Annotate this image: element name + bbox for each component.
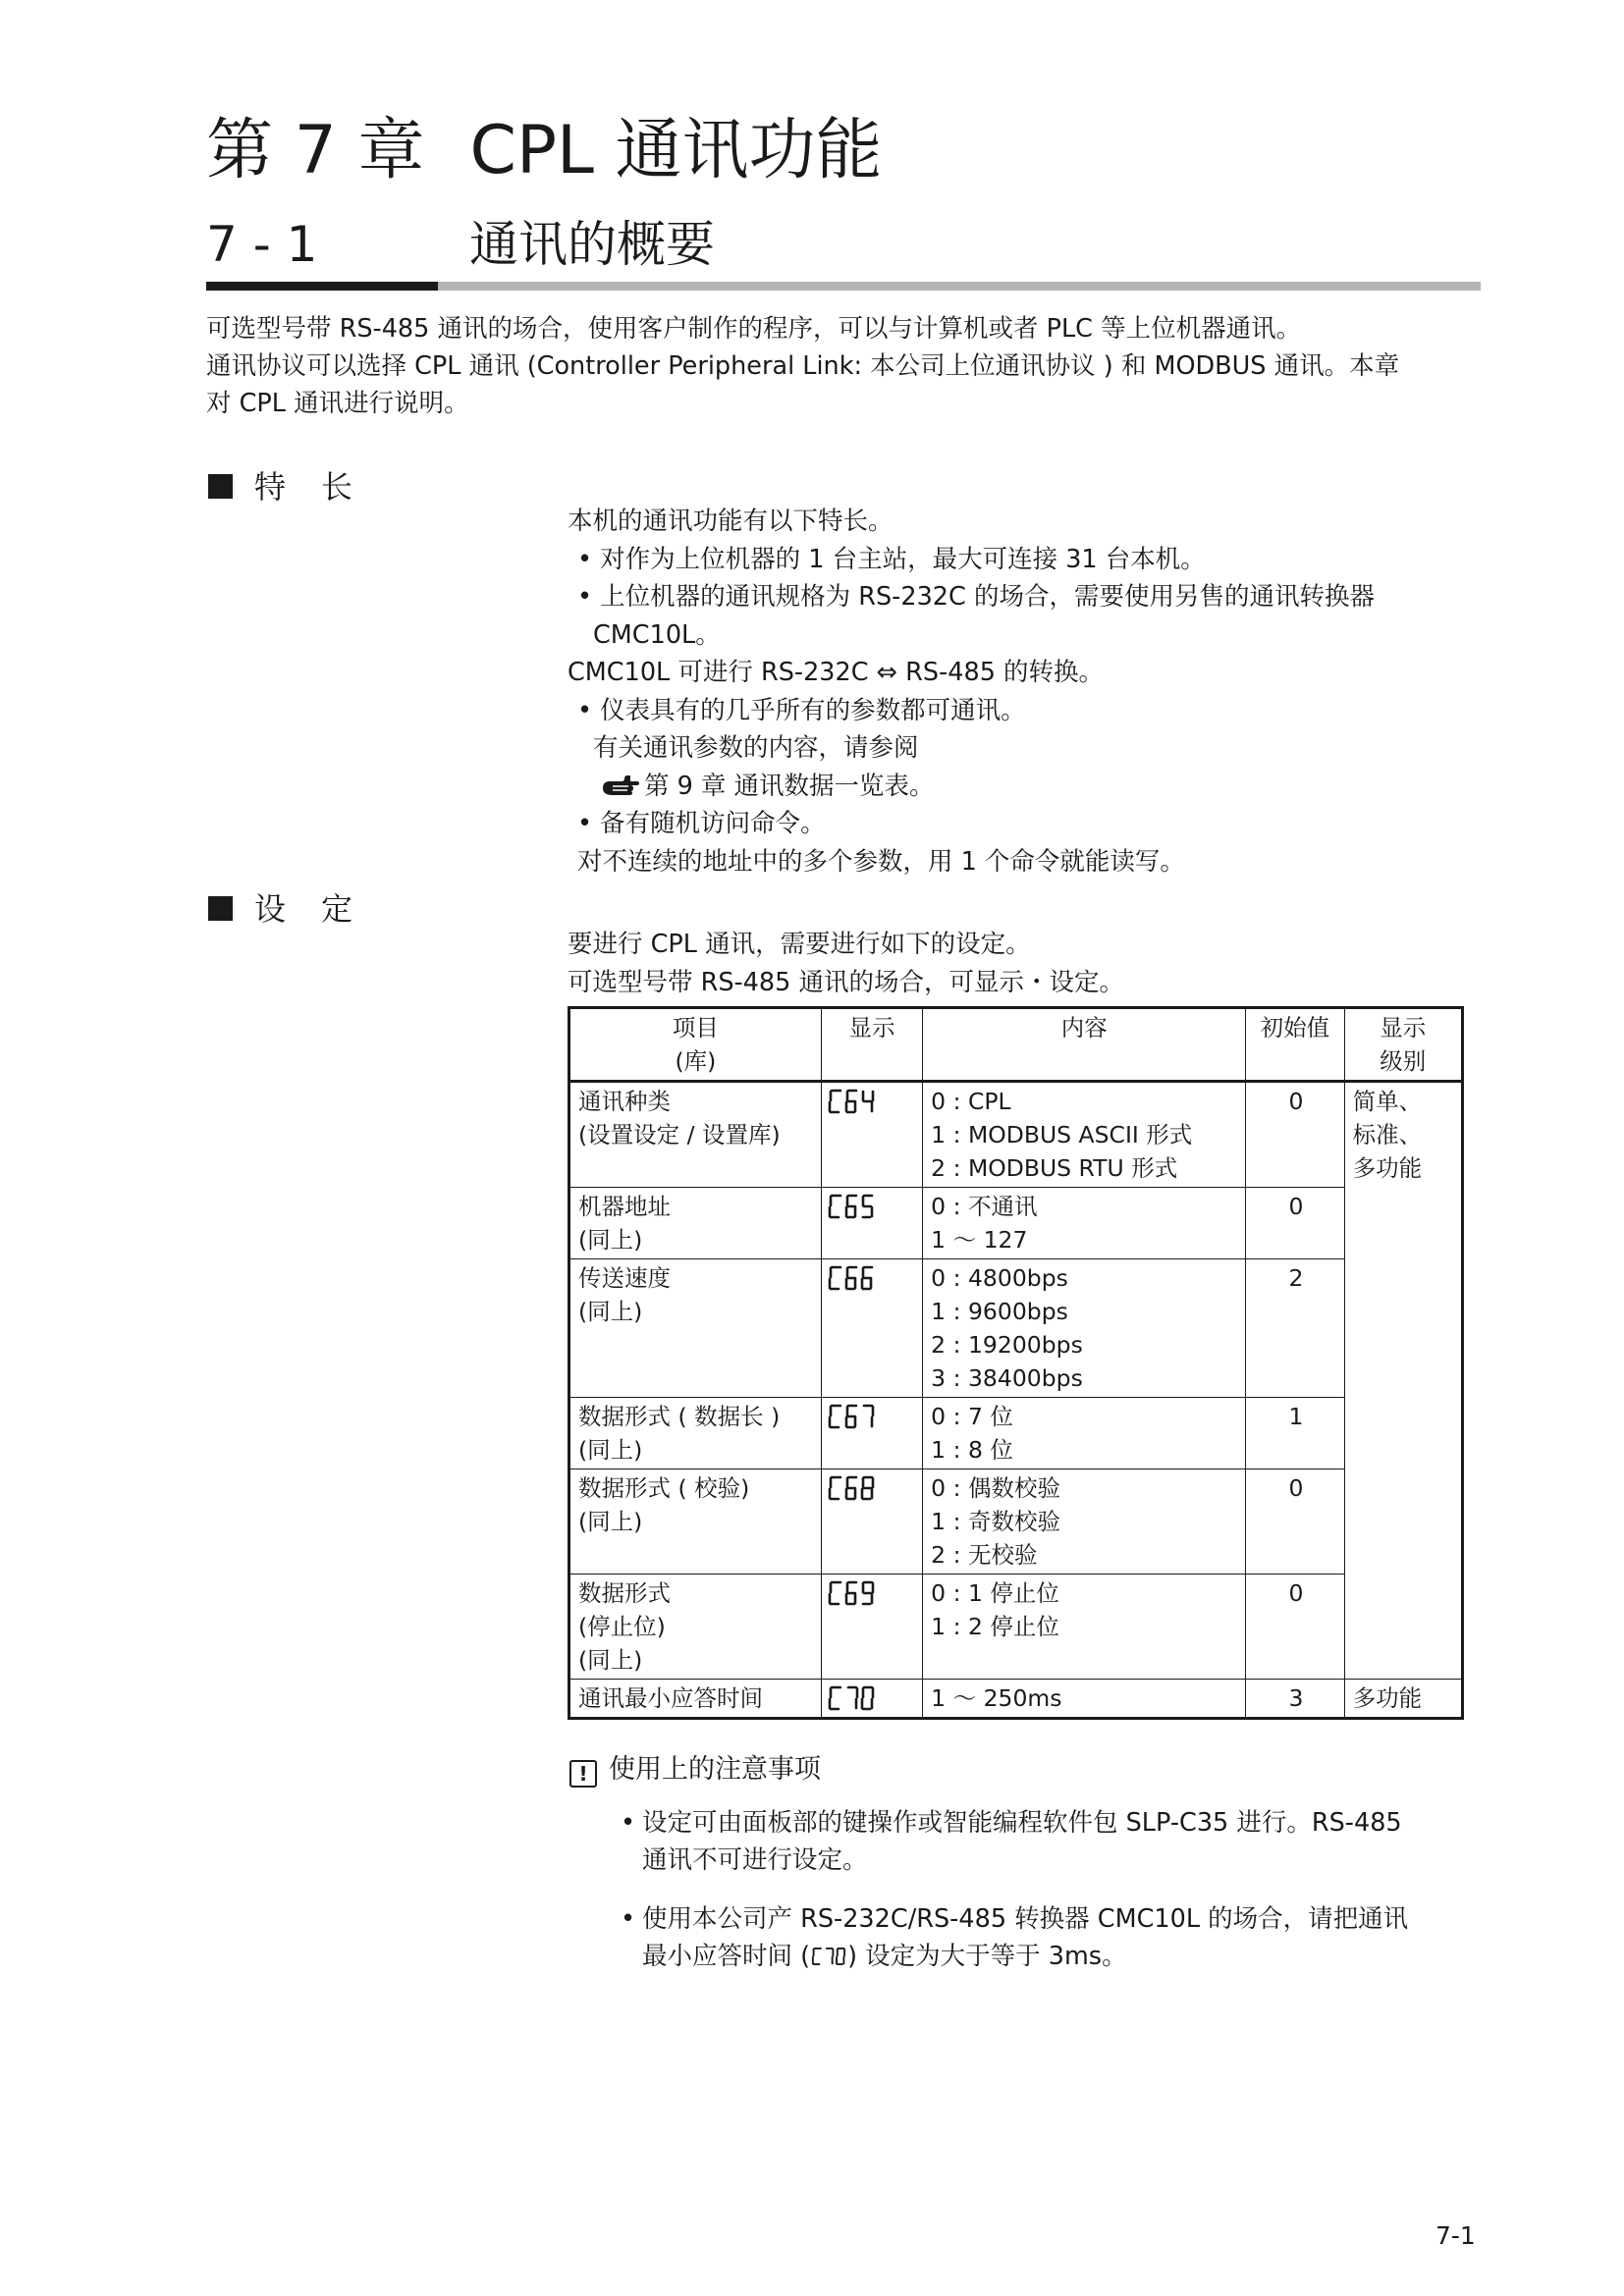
feature-line: • 上位机器的通讯规格为 RS-232C 的场合，需要使用另售的通讯转换器 bbox=[577, 582, 1375, 612]
note-bullet: • bbox=[621, 1808, 636, 1838]
header-initial: 初始值 bbox=[1246, 1008, 1344, 1082]
caution-heading bbox=[569, 1752, 821, 1788]
cell-content: 1 ～ 250ms bbox=[923, 1680, 1246, 1719]
feature-line: CMC10L 可进行 RS-232C ⇔ RS-485 的转换。 bbox=[568, 658, 1105, 687]
cell-content: 0 : 1 停止位 1 : 2 停止位 bbox=[923, 1575, 1246, 1680]
header-item: 项目 (库) bbox=[569, 1008, 822, 1082]
cell-item: 通讯最小应答时间 bbox=[569, 1680, 822, 1719]
chapter-title bbox=[206, 110, 883, 192]
segment-display-code bbox=[828, 1263, 891, 1293]
cell-item: 数据形式 (停止位) (同上) bbox=[569, 1575, 822, 1680]
caution-notes bbox=[621, 1804, 1485, 1997]
pointing-hand-icon bbox=[601, 774, 640, 797]
segment-display-code bbox=[828, 1683, 891, 1713]
features-heading: 特长 bbox=[208, 467, 388, 507]
cell-item: 数据形式 ( 校验) (同上) bbox=[569, 1469, 822, 1575]
header-content: 内容 bbox=[923, 1008, 1246, 1082]
table-row bbox=[569, 1082, 1463, 1188]
cell-level: 多功能 bbox=[1344, 1680, 1462, 1719]
table-row bbox=[569, 1398, 1463, 1469]
note-bullet: • bbox=[621, 1904, 636, 1934]
chapter-name: CPL 通讯功能 bbox=[469, 112, 883, 189]
settings-intro-line: 可选型号带 RS-485 通讯的场合，可显示・设定。 bbox=[568, 968, 1124, 997]
cell-content: 0 : CPL 1 : MODBUS ASCII 形式 2 : MODBUS RTU 形式 bbox=[923, 1082, 1246, 1188]
feature-line: CMC10L。 bbox=[593, 619, 721, 650]
segment-display-code bbox=[828, 1578, 891, 1608]
features-list bbox=[568, 503, 1490, 881]
cell-item: 通讯种类 (设置设定 / 设置库) bbox=[569, 1082, 822, 1188]
intro-line: 可选型号带 RS-485 通讯的场合，使用客户制作的程序，可以与计算机或者 PLC 等上位机器通讯。 bbox=[206, 314, 1302, 344]
feature-line: 对不连续的地址中的多个参数，用 1 个命令就能读写。 bbox=[577, 846, 1185, 877]
cell-item: 机器地址 (同上) bbox=[569, 1188, 822, 1259]
table-row bbox=[569, 1259, 1463, 1398]
cell-initial: 0 bbox=[1246, 1082, 1344, 1188]
cell-content: 0 : 7 位 1 : 8 位 bbox=[923, 1398, 1246, 1469]
table-row bbox=[569, 1188, 1463, 1259]
square-bullet-icon bbox=[208, 896, 233, 921]
intro-line: 对 CPL 通讯进行说明。 bbox=[206, 389, 469, 418]
square-bullet-icon bbox=[208, 474, 233, 499]
cell-initial: 0 bbox=[1246, 1575, 1344, 1680]
segment-display-code bbox=[828, 1192, 891, 1221]
feature-line: • 仪表具有的几乎所有的参数都可通讯。 bbox=[577, 695, 1026, 725]
cell-display bbox=[821, 1680, 922, 1719]
feature-line: 有关通讯参数的内容，请参阅 bbox=[593, 733, 919, 763]
cell-item: 传送速度 (同上) bbox=[569, 1259, 822, 1398]
feature-line: 本机的通讯功能有以下特长。 bbox=[568, 507, 893, 536]
header-level: 显示 级别 bbox=[1344, 1008, 1462, 1082]
cell-display bbox=[821, 1188, 922, 1259]
segment-display-code bbox=[828, 1087, 891, 1116]
segment-display-code bbox=[828, 1402, 891, 1431]
feature-reference[interactable]: 第 9 章 通讯数据一览表。 bbox=[568, 768, 1490, 806]
cell-display bbox=[821, 1575, 922, 1680]
segment-display-code bbox=[810, 1946, 847, 1967]
cell-display bbox=[821, 1398, 922, 1469]
settings-intro bbox=[568, 926, 1124, 1002]
settings-intro-line: 要进行 CPL 通讯，需要进行如下的设定。 bbox=[568, 930, 1031, 959]
segment-display-code bbox=[828, 1473, 891, 1503]
section-rule-accent bbox=[206, 282, 438, 291]
settings-table bbox=[568, 1006, 1464, 1720]
chapter-label: 第 7 章 bbox=[206, 112, 425, 189]
header-display: 显示 bbox=[821, 1008, 922, 1082]
cell-item: 数据形式 ( 数据长 ) (同上) bbox=[569, 1398, 822, 1469]
caution-note: • 设定可由面板部的键操作或智能编程软件包 SLP-C35 进行。RS-485 通讯不可进行设定。 bbox=[621, 1804, 1485, 1879]
cell-display bbox=[821, 1082, 922, 1188]
cell-initial: 0 bbox=[1246, 1188, 1344, 1259]
cell-content: 0 : 不通讯 1 ～ 127 bbox=[923, 1188, 1246, 1259]
table-row bbox=[569, 1680, 1463, 1719]
table-row bbox=[569, 1469, 1463, 1575]
feature-line: • 对作为上位机器的 1 台主站，最大可连接 31 台本机。 bbox=[577, 544, 1206, 574]
cell-initial: 1 bbox=[1246, 1398, 1344, 1469]
cell-level: 简单、 标准、 多功能 bbox=[1344, 1082, 1462, 1680]
cell-display bbox=[821, 1469, 922, 1575]
table-header-row bbox=[569, 1008, 1463, 1082]
table-row bbox=[569, 1575, 1463, 1680]
caution-title: 使用上的注意事项 bbox=[609, 1754, 821, 1785]
cell-initial: 3 bbox=[1246, 1680, 1344, 1719]
exclamation-icon: ! bbox=[569, 1760, 597, 1788]
intro-paragraph bbox=[206, 310, 1483, 422]
caution-note: • 使用本公司产 RS-232C/RS-485 转换器 CMC10L 的场合，请把通讯 最小应答时间 ( ) 设定为大于等于 3ms。 bbox=[621, 1900, 1485, 1975]
intro-line: 通讯协议可以选择 CPL 通讯 (Controller Peripheral Link: 本公司上位通讯协议 ) 和 MODBUS 通讯。本章 bbox=[206, 351, 1400, 381]
feature-line: • 备有随机访问命令。 bbox=[577, 809, 826, 838]
cell-display bbox=[821, 1259, 922, 1398]
section-title: 通讯的概要 bbox=[469, 216, 715, 273]
page-number: 7-1 bbox=[1435, 2221, 1476, 2250]
settings-heading: 设定 bbox=[208, 889, 388, 929]
section-number: 7 - 1 bbox=[206, 216, 318, 273]
cell-content: 0 : 偶数校验 1 : 奇数校验 2 : 无校验 bbox=[923, 1469, 1246, 1575]
cell-content: 0 : 4800bps 1 : 9600bps 2 : 19200bps 3 : 38400bps bbox=[923, 1259, 1246, 1398]
cell-initial: 0 bbox=[1246, 1469, 1344, 1575]
cell-initial: 2 bbox=[1246, 1259, 1344, 1398]
